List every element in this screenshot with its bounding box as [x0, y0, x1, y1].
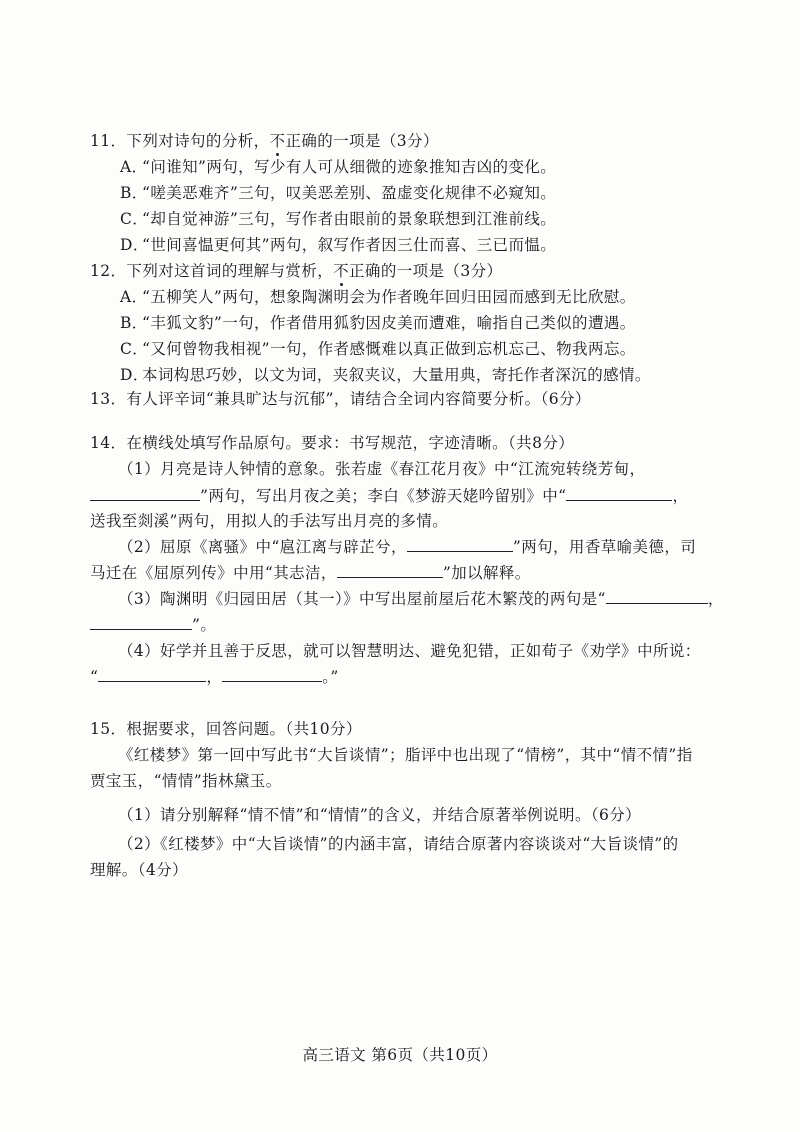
q14-part4-line2: “ ， 。” [90, 668, 339, 686]
q14-part3-line2: ”。 [90, 615, 216, 635]
q15-part2-line2: 理解。（4分） [90, 861, 188, 879]
q14-part3-line1: （3）陶渊明《归园田居（其一）》中写出屋前屋后花木繁茂的两句是“ ， [118, 590, 724, 608]
q11-option-b: B．“嗟美恶难齐”三句，叹美恶差别、盈虚变化规律不必窥知。 [120, 184, 557, 202]
q14-blank-8[interactable] [222, 667, 322, 682]
q11-stem-post: 正确的一项是（3分） [285, 132, 439, 150]
q11-stem-pre: 11．下列对诗句的分析， [90, 132, 270, 150]
page-footer: 高三语文 第6页（共10页） [302, 1046, 498, 1064]
q14-part2-line1: （2）屈原《离骚》中“扈江离与辟芷兮， ”两句，用香草喻美德，司 [118, 538, 697, 556]
q12-option-d: D．本词构思巧妙，以文为词，夹叙夹议，大量用典，寄托作者深沉的感情。 [120, 366, 651, 384]
q14-blank-3[interactable] [407, 537, 513, 552]
q14-part1-line2: ”两句，写出月夜之美；李白《梦游天姥吟留别》中“ ， [90, 486, 688, 506]
q14-blank-7[interactable] [98, 667, 206, 682]
q14-part2-line2: 马迁在《屈原列传》中用“其志洁， ”加以解释。 [90, 564, 531, 582]
q14-part1-line1: （1）月亮是诗人钟情的意象。张若虚《春江花月夜》中“江流宛转绕芳甸， [118, 460, 646, 478]
q11-option-c: C．“却自觉神游”三句，写作者由眼前的景象联想到江淮前线。 [120, 210, 557, 228]
q12-option-b: B．“丰狐文豹”一句，作者借用狐豹因皮美而遭难，喻指自己类似的遭遇。 [120, 314, 636, 332]
q15-stem: 15．根据要求，回答问题。（共10分） [90, 720, 362, 738]
q12-option-c: C．“又何曾物我相视”一句，作者感慨难以真正做到忘机忘己、物我两忘。 [120, 340, 636, 358]
q12-emphasis-char: 不 [333, 262, 350, 280]
q14-part4-line1: （4）好学并且善于反思，就可以智慧明达、避免犯错，正如荀子《劝学》中所说： [118, 642, 701, 660]
q12-stem [90, 261, 502, 281]
q15-intro-line1: 《红楼梦》第一回中写此书“大旨谈情”；脂评中也出现了“情榜”，其中“情不情”指 [118, 746, 693, 764]
q11-option-d: D．“世间喜愠更何其”两句，叙写作者因三仕而喜、三已而愠。 [120, 236, 557, 254]
q15-part2-line1: （2）《红楼梦》中“大旨谈情”的内涵丰富，请结合原著内容谈谈对“大旨谈情”的 [118, 835, 679, 853]
q14-blank-6[interactable] [90, 615, 192, 630]
q14-blank-5[interactable] [606, 589, 708, 604]
q11-stem [90, 131, 439, 151]
q14-blank-4[interactable] [337, 563, 443, 578]
q12-stem-post: 正确的一项是（3分） [349, 262, 503, 280]
q14-stem: 14．在横线处填写作品原句。要求：书写规范，字迹清晰。（共8分） [90, 434, 575, 452]
q11-emphasis-char: 不 [269, 132, 286, 150]
q11-option-a: A．“问谁知”两句，写少有人可从细微的迹象推知吉凶的变化。 [120, 158, 557, 176]
q14-blank-2[interactable] [566, 486, 672, 501]
q14-blank-1[interactable] [90, 486, 200, 501]
q15-intro-line2: 贾宝玉，“情情”指林黛玉。 [90, 772, 282, 790]
q13-stem: 13．有人评辛词“兼具旷达与沉郁”，请结合全词内容简要分析。（6分） [90, 390, 591, 408]
q12-option-a: A．“五柳笑人”两句，想象陶渊明会为作者晚年回归田园而感到无比欣慰。 [120, 288, 636, 306]
q15-part1: （1）请分别解释“情不情”和“情情”的含义，并结合原著举例说明。（6分） [118, 806, 642, 824]
q14-part1-line3: 送我至剡溪”两句，用拟人的手法写出月亮的多情。 [90, 512, 449, 530]
q12-stem-pre: 12．下列对这首词的理解与赏析， [90, 262, 334, 280]
